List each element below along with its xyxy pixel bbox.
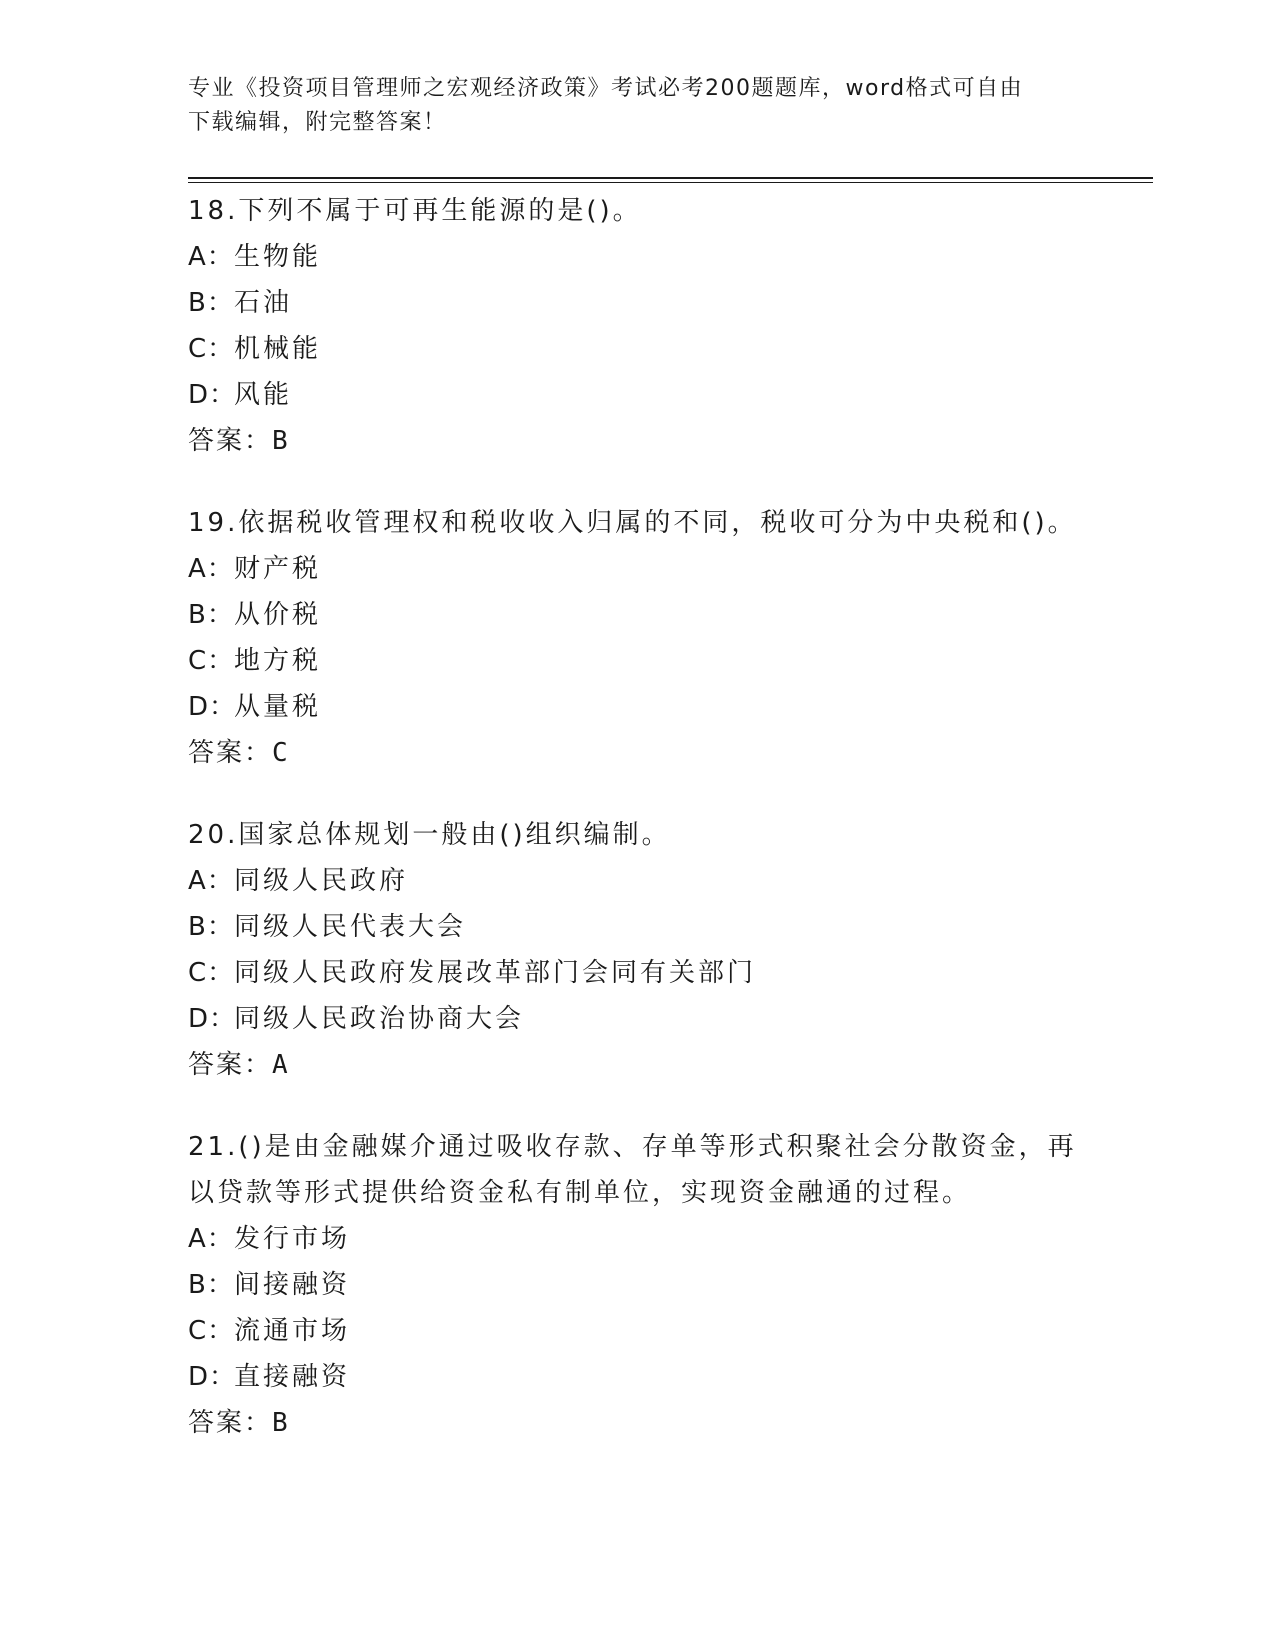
- option-d: [188, 684, 1088, 730]
- option-text: 财产税: [234, 554, 322, 584]
- option-a: [188, 234, 1088, 280]
- option-key: B：: [188, 912, 234, 942]
- option-key: B：: [188, 1270, 234, 1300]
- question-stem: 18.下列不属于可再生能源的是()。: [188, 196, 642, 226]
- answer-line: [188, 1042, 1088, 1088]
- option-text: 同级人民政府发展改革部门会同有关部门: [234, 958, 757, 988]
- question-20: [188, 812, 1088, 1088]
- answer-label: 答案：: [188, 426, 273, 456]
- answer-label: 答案：: [188, 738, 273, 768]
- option-key: A：: [188, 554, 234, 584]
- option-key: C：: [188, 334, 235, 364]
- answer-line: [188, 418, 1088, 464]
- option-b: [188, 592, 1088, 638]
- document-header: [188, 72, 1088, 140]
- header-line-2: 下载编辑，附完整答案！: [188, 110, 447, 135]
- option-key: D：: [188, 380, 237, 410]
- option-key: C：: [188, 646, 235, 676]
- option-key: A：: [188, 242, 234, 272]
- option-b: [188, 1262, 1088, 1308]
- option-key: D：: [188, 1004, 237, 1034]
- option-text: 同级人民政治协商大会: [234, 1004, 525, 1034]
- option-text: 同级人民政府: [234, 866, 409, 896]
- option-c: [188, 638, 1088, 684]
- option-text: 间接融资: [234, 1270, 351, 1300]
- option-d: [188, 1354, 1088, 1400]
- option-text: 流通市场: [234, 1316, 351, 1346]
- header-divider-thin: [188, 182, 1153, 183]
- answer-line: [188, 730, 1088, 776]
- header-divider-thick: [188, 177, 1153, 179]
- option-text: 同级人民代表大会: [234, 912, 467, 942]
- answer-label: 答案：: [188, 1050, 273, 1080]
- option-text: 生物能: [234, 242, 322, 272]
- option-a: [188, 1216, 1088, 1262]
- question-21: [188, 1124, 1088, 1446]
- option-text: 直接融资: [234, 1362, 351, 1392]
- option-text: 机械能: [234, 334, 322, 364]
- option-b: [188, 280, 1088, 326]
- option-c: [188, 1308, 1088, 1354]
- option-d: [188, 996, 1088, 1042]
- question-stem: 19.依据税收管理权和税收收入归属的不同，税收可分为中央税和()。: [188, 508, 1077, 538]
- answer-value: C: [272, 738, 290, 768]
- option-d: [188, 372, 1088, 418]
- option-key: D：: [188, 1362, 237, 1392]
- option-text: 石油: [234, 288, 293, 318]
- option-b: [188, 904, 1088, 950]
- option-text: 从价税: [234, 600, 322, 630]
- question-19: [188, 500, 1088, 776]
- option-key: A：: [188, 1224, 234, 1254]
- option-text: 风能: [234, 380, 293, 410]
- option-a: [188, 546, 1088, 592]
- answer-value: A: [272, 1050, 290, 1080]
- header-line-1: 专业《投资项目管理师之宏观经济政策》考试必考200题题库，word格式可自由: [188, 76, 1024, 101]
- option-key: C：: [188, 958, 235, 988]
- answer-value: B: [272, 426, 290, 456]
- question-stem: 20.国家总体规划一般由()组织编制。: [188, 820, 671, 850]
- answer-line: [188, 1400, 1088, 1446]
- option-key: B：: [188, 288, 234, 318]
- answer-label: 答案：: [188, 1408, 273, 1438]
- question-list: [188, 188, 1088, 1482]
- answer-value: B: [272, 1408, 290, 1438]
- option-text: 从量税: [234, 692, 322, 722]
- option-text: 地方税: [234, 646, 322, 676]
- option-c: [188, 326, 1088, 372]
- option-key: A：: [188, 866, 234, 896]
- question-stem: 21.()是由金融媒介通过吸收存款、存单等形式积聚社会分散资金，再以贷款等形式提供给资金私有制单位，实现资金融通的过程。: [188, 1132, 1077, 1208]
- option-key: C：: [188, 1316, 235, 1346]
- option-key: D：: [188, 692, 237, 722]
- option-key: B：: [188, 600, 234, 630]
- question-18: [188, 188, 1088, 464]
- option-text: 发行市场: [234, 1224, 351, 1254]
- option-a: [188, 858, 1088, 904]
- option-c: [188, 950, 1088, 996]
